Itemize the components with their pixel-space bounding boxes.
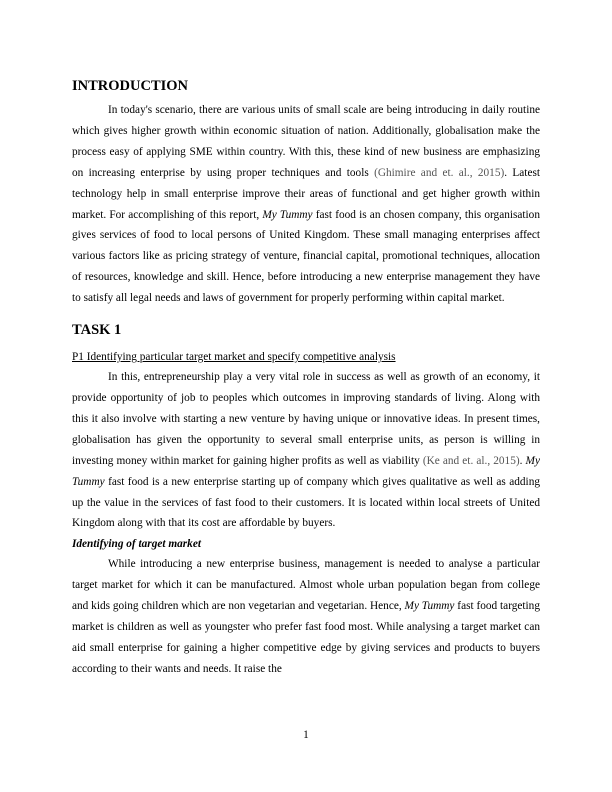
introduction-paragraph xyxy=(72,100,540,309)
company-name: My Tummy xyxy=(72,454,540,488)
target-text-1: While introducing a new enterprise business, management is needed to analyse a particular target market for which it can be manufactured. Almost whole urban population began from college and kids going children which are non vegetarian and vegetarian. Hence, xyxy=(72,558,540,613)
task-text-3: fast food is a new enterprise starting up of company which gives qualitative as well as adding up the value in the services of fast food to their customers. It is located within local streets of United Kingdom along with that its cost are affordable by buyers. xyxy=(72,475,540,530)
intro-text-1: In today's scenario, there are various units of small scale are being introducing in daily routine which gives higher growth within economic situation of nation. Additionally, globalisation make the process easy of applying SME within country. With this, these kind of new business are emphasizing on increasing enterprise by using proper techniques and tools xyxy=(72,104,540,179)
target-market-paragraph xyxy=(72,554,540,679)
entrepreneurship-paragraph xyxy=(72,367,540,534)
citation-ke: (Ke and et. al., 2015) xyxy=(422,454,520,467)
page-number: 1 xyxy=(303,729,309,741)
intro-text-3: fast food is an chosen company, this organisation gives services of food to local persons of United Kingdom. These small managing enterprises affect various factors like as pricing strategy of venture, financial capital, promotional techniques, allocation of resources, knowledge and skill. Hence, before introducing a new enterprise management they have to satisfy all legal needs and laws of government for properly performing within capital market. xyxy=(72,208,540,305)
citation-ghimire: (Ghimire and et. al., 2015) xyxy=(374,166,505,179)
task-text-1: In this, entrepreneurship play a very vital role in success as well as growth of an economy, it provide opportunity of job to peoples which outcomes in improving standards of living. Along with this it also involve with starting a new venture by having unique or innovative ideas. In present times, globalisation has given the opportunity to several small enterprise units, as person is willing in investing money within market for gaining higher profits as well as viability xyxy=(72,371,540,467)
intro-text-2: . Latest technology help in small enterprise improve their areas of functional and get higher growth within market. For accomplishing of this report, xyxy=(72,166,540,221)
target-market-heading: Identifying of target market xyxy=(72,538,201,551)
target-text-2: fast food targeting market is children as well as youngster who prefer fast food most. While analysing a target market can aid small enterprise for gaining a higher competitive edge by giving services and products to buyers according to their wants and needs. It raise the xyxy=(72,600,540,675)
task-heading: TASK 1 xyxy=(72,322,122,339)
company-name: My Tummy xyxy=(262,208,313,221)
task-text-2: . xyxy=(519,454,526,467)
document-page xyxy=(72,76,540,680)
introduction-heading: INTRODUCTION xyxy=(72,78,189,94)
task-subheading: P1 Identifying particular target market and specify competitive analysis xyxy=(72,351,396,364)
company-name: My Tummy xyxy=(404,600,455,613)
